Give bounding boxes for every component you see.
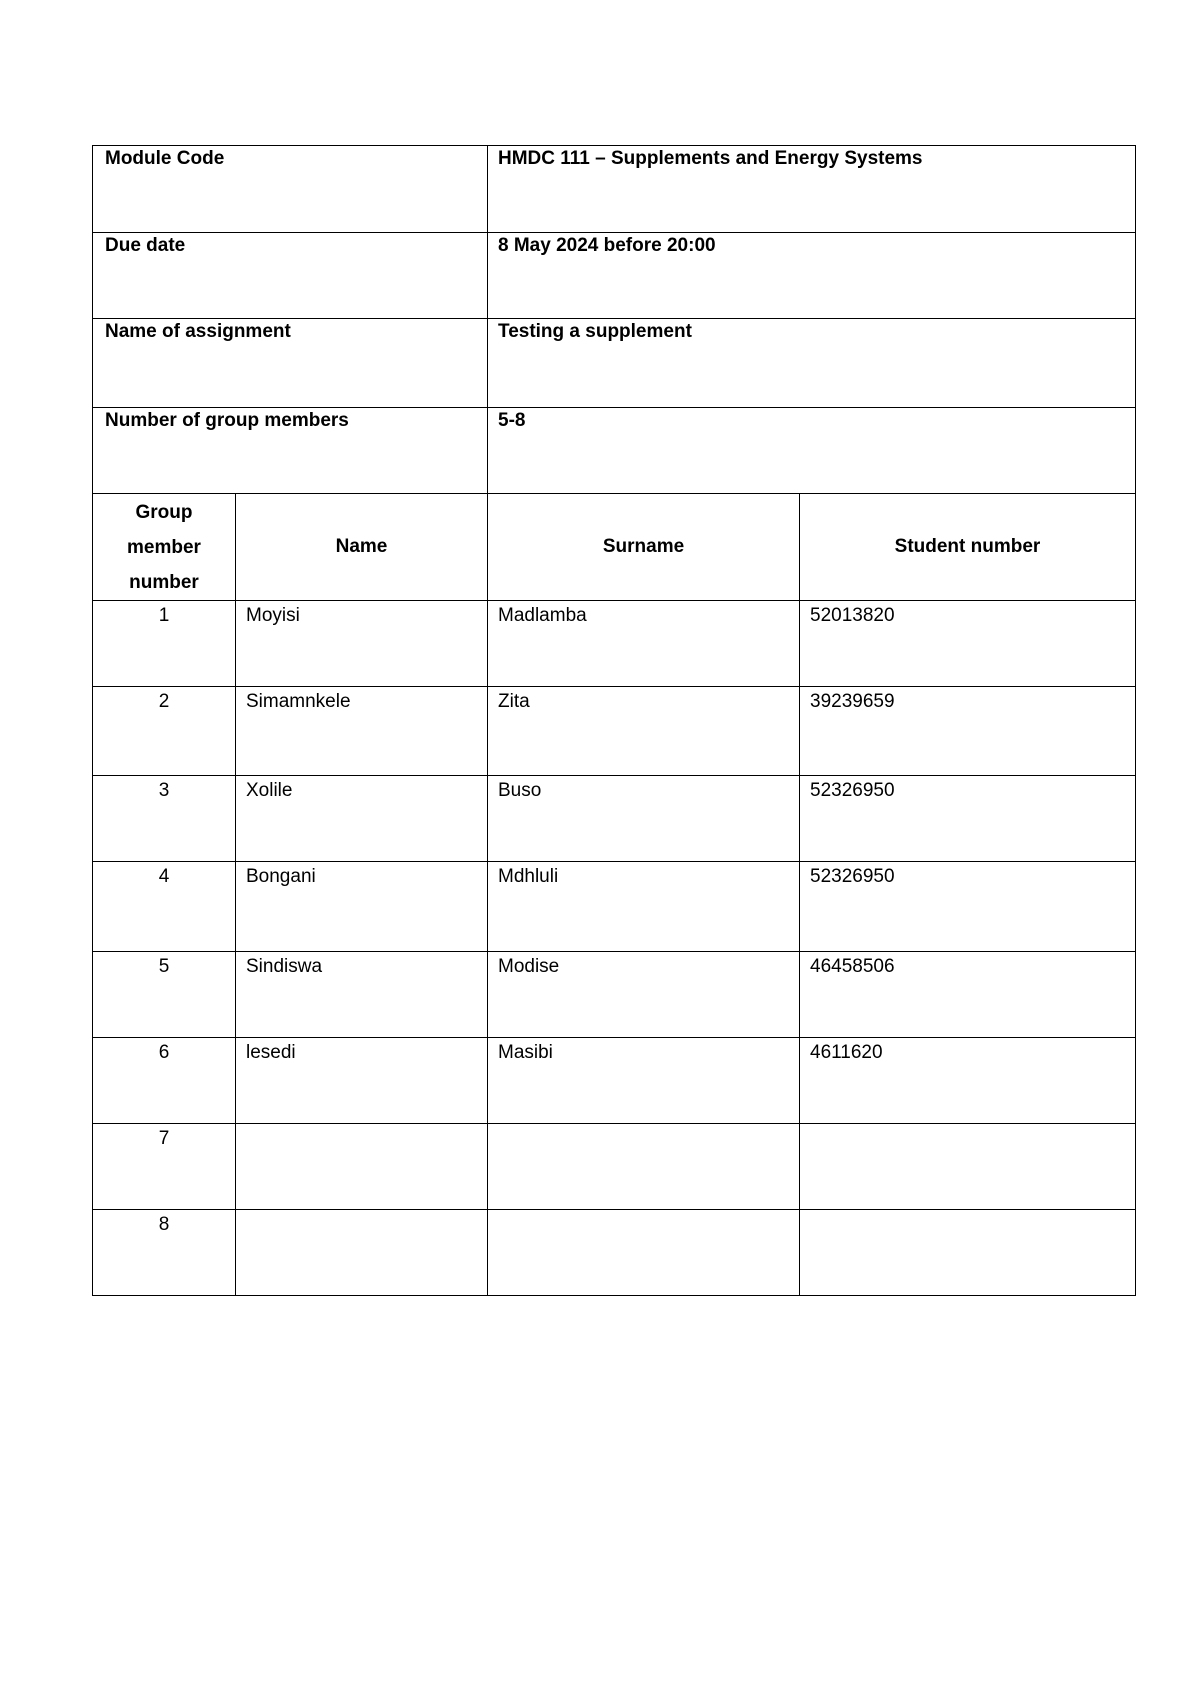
member-surname: Modise [498, 956, 560, 977]
member-name-cell [236, 862, 488, 952]
member-surname: Mdhluli [498, 866, 559, 887]
member-surname-cell [488, 687, 800, 776]
member-name-cell [236, 1038, 488, 1124]
member-number: 6 [158, 1042, 170, 1063]
member-student-number: 39239659 [810, 691, 895, 712]
member-surname-cell [488, 601, 800, 687]
member-number-cell [93, 601, 236, 687]
member-surname: Zita [498, 691, 530, 712]
member-number-cell [93, 1210, 236, 1296]
group-members-count-label: Number of group members [105, 410, 349, 431]
member-student-number-cell [800, 687, 1136, 776]
member-student-number-cell [800, 601, 1136, 687]
member-number: 8 [158, 1214, 170, 1235]
table-row [93, 1038, 1136, 1124]
table-row [93, 1210, 1136, 1296]
member-number: 7 [158, 1128, 170, 1149]
header-surname [488, 494, 800, 601]
due-date-value-cell [488, 233, 1136, 319]
member-name: Moyisi [246, 605, 300, 626]
assignment-name-label: Name of assignment [105, 321, 291, 342]
member-surname [488, 1124, 799, 1128]
assignment-name-value: Testing a supplement [498, 321, 692, 342]
member-surname [488, 1210, 799, 1214]
header-student-number [800, 494, 1136, 601]
member-name-cell [236, 601, 488, 687]
member-surname-cell [488, 952, 800, 1038]
member-name [236, 1124, 487, 1128]
module-code-row [93, 146, 1136, 233]
header-surname-label: Surname [602, 536, 685, 557]
table-row [93, 687, 1136, 776]
member-name-cell [236, 952, 488, 1038]
member-name: Simamnkele [246, 691, 351, 712]
header-number-line-3: number [129, 571, 199, 593]
member-number-cell [93, 952, 236, 1038]
member-name: Sindiswa [246, 956, 323, 977]
member-number-cell [93, 687, 236, 776]
assignment-cover-table [92, 145, 1136, 1296]
table-row [93, 1124, 1136, 1210]
member-surname-cell [488, 1210, 800, 1296]
member-number: 3 [158, 780, 170, 801]
member-student-number: 4611620 [810, 1042, 883, 1063]
member-number-cell [93, 1124, 236, 1210]
member-name [236, 1210, 487, 1214]
group-members-count-label-cell [93, 408, 488, 494]
member-student-number [800, 1124, 1135, 1128]
member-number: 2 [158, 691, 170, 712]
member-name-cell [236, 776, 488, 862]
member-number: 4 [158, 866, 170, 887]
table-row [93, 862, 1136, 952]
member-surname-cell [488, 1038, 800, 1124]
table-row [93, 776, 1136, 862]
member-number-cell [93, 862, 236, 952]
member-student-number: 52013820 [810, 605, 895, 626]
member-number: 5 [158, 956, 170, 977]
member-name: lesedi [246, 1042, 296, 1063]
member-student-number-cell [800, 952, 1136, 1038]
member-name: Xolile [246, 780, 293, 801]
member-student-number-cell [800, 862, 1136, 952]
due-date-label-cell [93, 233, 488, 319]
header-name [236, 494, 488, 601]
header-number-line-2: member [127, 536, 201, 558]
member-number-cell [93, 776, 236, 862]
header-group-member-number [93, 494, 236, 601]
due-date-row [93, 233, 1136, 319]
member-surname: Buso [498, 780, 542, 801]
member-surname-cell [488, 776, 800, 862]
group-members-count-row [93, 408, 1136, 494]
member-name-cell [236, 1210, 488, 1296]
group-members-count-value: 5-8 [498, 410, 526, 431]
member-surname: Madlamba [498, 605, 587, 626]
assignment-name-value-cell [488, 319, 1136, 408]
module-code-value-cell [488, 146, 1136, 233]
member-name-cell [236, 687, 488, 776]
assignment-name-row [93, 319, 1136, 408]
member-student-number-cell [800, 1038, 1136, 1124]
header-number-line-1: Group [135, 501, 193, 523]
member-student-number: 46458506 [810, 956, 895, 977]
member-student-number: 52326950 [810, 780, 895, 801]
member-surname: Masibi [498, 1042, 553, 1063]
member-number: 1 [158, 605, 170, 626]
member-number-cell [93, 1038, 236, 1124]
member-student-number-cell [800, 1124, 1136, 1210]
member-student-number [800, 1210, 1135, 1214]
member-name-cell [236, 1124, 488, 1210]
due-date-label: Due date [105, 235, 186, 256]
module-code-label: Module Code [105, 148, 225, 169]
assignment-name-label-cell [93, 319, 488, 408]
members-header-row [93, 494, 1136, 601]
member-name: Bongani [246, 866, 316, 887]
member-surname-cell [488, 862, 800, 952]
header-student-number-label: Student number [894, 536, 1041, 557]
member-student-number: 52326950 [810, 866, 895, 887]
table-row [93, 952, 1136, 1038]
member-student-number-cell [800, 776, 1136, 862]
group-members-count-value-cell [488, 408, 1136, 494]
table-row [93, 601, 1136, 687]
header-name-label: Name [335, 536, 388, 557]
member-surname-cell [488, 1124, 800, 1210]
due-date-value: 8 May 2024 before 20:00 [498, 235, 716, 256]
member-student-number-cell [800, 1210, 1136, 1296]
module-code-label-cell [93, 146, 488, 233]
module-code-value: HMDC 111 – Supplements and Energy Systems [498, 148, 923, 169]
